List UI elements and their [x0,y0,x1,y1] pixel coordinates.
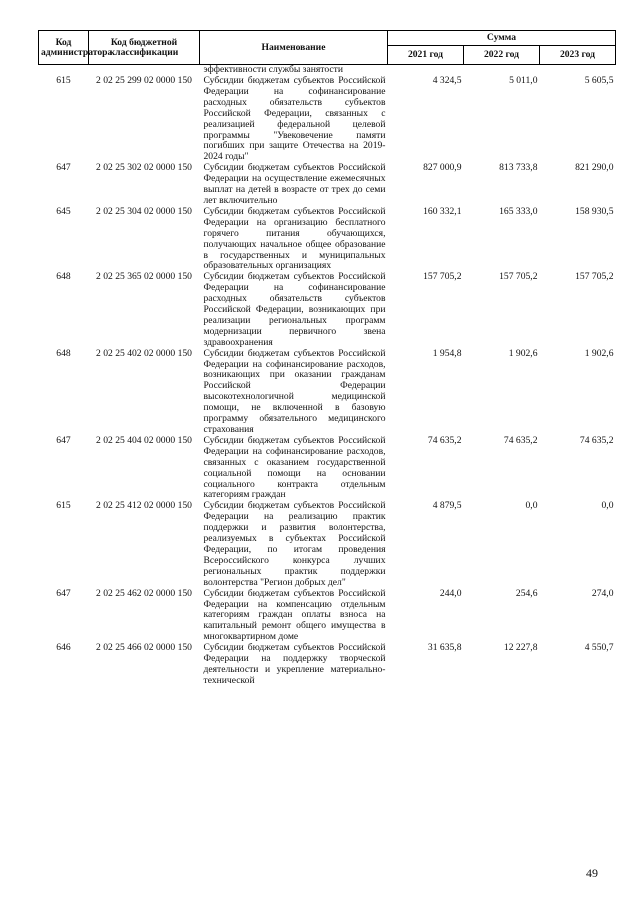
header-year-2023: 2023 год [540,46,616,65]
table-row [39,207,616,272]
budget-code: 2 02 25 404 02 0000 150 [96,434,192,446]
item-name: Субсидии бюджетам субъектов Российской Федерации на софинансирование расходных обязательств субъектов Российской Федерации, возникающих при реализации региональных программ модернизации первичного звена здравоохранения [203,271,386,348]
item-name: Субсидии бюджетам субъектов Российской Федерации на софинансирование расходов, связанных с оказанием государственной социальной помощи на основании социального контракта отдельным категориям граждан [203,434,386,501]
amount-2021: 74 635,2 [427,434,462,446]
amount-2023: 821 290,0 [575,162,614,174]
amount-2023: 0,0 [601,500,614,512]
table-header [39,31,616,65]
amount-2021: 244,0 [439,587,462,599]
budget-code: 2 02 25 466 02 0000 150 [96,642,192,654]
budget-code: 2 02 25 365 02 0000 150 [96,271,192,283]
item-name: Субсидии бюджетам субъектов Российской Федерации на компенсацию отдельным категориям граждан оплаты взноса на капитальный ремонт общего имущества в многоквартирном доме [203,587,386,643]
amount-2022: 254,6 [515,587,538,599]
carryover-text: эффективности службы занятости [203,64,343,75]
amount-2022: 5 011,0 [509,75,538,86]
amount-2023: 158 930,5 [575,205,614,217]
amount-2023: 4 550,7 [584,642,614,654]
header-year-2021: 2021 год [388,46,464,65]
amount-2022: 0,0 [525,500,538,512]
amount-2021: 157 705,2 [423,271,462,283]
amount-2021: 1 954,8 [432,347,462,359]
header-year-2022: 2022 год [464,46,540,65]
item-name: Субсидии бюджетам субъектов Российской Федерации на поддержку творческой деятельности и укрепление материально-технической [203,642,386,686]
item-name: Субсидии бюджетам субъектов Российской Федерации на организацию бесплатного горячего питания обучающихся, получающих начальное общее образование в государственных и муниципальных образовательных организациях [203,205,386,272]
admin-code: 648 [56,271,71,283]
table-row [39,349,616,436]
amount-2022: 157 705,2 [499,271,538,283]
budget-code: 2 02 25 462 02 0000 150 [96,587,192,599]
amount-2022: 813 733,8 [499,162,538,174]
header-name: Наименование [200,31,388,65]
header-budget-code: Код бюджетной классификации [89,31,200,65]
budget-code: 2 02 25 302 02 0000 150 [96,162,192,174]
table-row [39,163,616,207]
header-admin-code: Код администратора [39,31,89,65]
admin-code: 648 [56,347,71,359]
amount-2021: 160 332,1 [423,205,462,217]
budget-code: 2 02 25 299 02 0000 150 [96,75,192,86]
admin-code: 647 [56,587,71,599]
admin-code: 647 [56,162,71,174]
page-number: 49 [586,866,598,880]
table-row [39,436,616,501]
budget-code: 2 02 25 412 02 0000 150 [96,500,192,512]
table-row [39,76,616,163]
amount-2021: 31 635,8 [427,642,462,654]
budget-code: 2 02 25 402 02 0000 150 [96,347,192,359]
amount-2021: 827 000,9 [423,162,462,174]
amount-2021: 4 324,5 [432,75,462,86]
item-name: Субсидии бюджетам субъектов Российской Федерации на софинансирование расходных обязательств субъектов Российской Федерации, связанных с реализацией федеральной целевой программы "Увековечение памяти погибших при защите Отечества на 2019-2024 годы" [203,75,386,163]
amount-2022: 1 902,6 [508,347,538,359]
header-sum: Сумма [388,31,616,46]
amount-2023: 157 705,2 [575,271,614,283]
amount-2023: 274,0 [591,587,614,599]
item-name: Субсидии бюджетам субъектов Российской Федерации на реализацию практик поддержки и развития волонтерства, реализуемых в субъектах Российской Федерации, по итогам проведения Всероссийского конкурса лучших региональных практик поддержки волонтерства "Регион добрых дел" [203,500,386,588]
amount-2023: 74 635,2 [579,434,614,446]
admin-code: 615 [56,75,71,86]
item-name: Субсидии бюджетам субъектов Российской Федерации на софинансирование расходов, возникающих при оказании гражданам Российской Федерации высокотехнологичной медицинской помощи, не включенной в базовую программу обязательного медицинского страхования [203,347,386,435]
table-row [39,501,616,588]
table-row [39,643,616,687]
amount-2022: 12 227,8 [503,642,538,654]
amount-2022: 74 635,2 [503,434,538,446]
amount-2021: 4 879,5 [432,500,462,512]
budget-code: 2 02 25 304 02 0000 150 [96,205,192,217]
budget-table [38,30,616,687]
item-name: Субсидии бюджетам субъектов Российской Федерации на осуществление ежемесячных выплат на детей в возрасте от трех до семи лет включительно [203,162,386,206]
admin-code: 646 [56,642,71,654]
table-row [39,272,616,348]
amount-2023: 5 605,5 [584,75,614,86]
admin-code: 645 [56,205,71,217]
table-row [39,589,616,644]
admin-code: 647 [56,434,71,446]
table-body [39,65,616,687]
amount-2022: 165 333,0 [499,205,538,217]
amount-2023: 1 902,6 [584,347,614,359]
admin-code: 615 [56,500,71,512]
